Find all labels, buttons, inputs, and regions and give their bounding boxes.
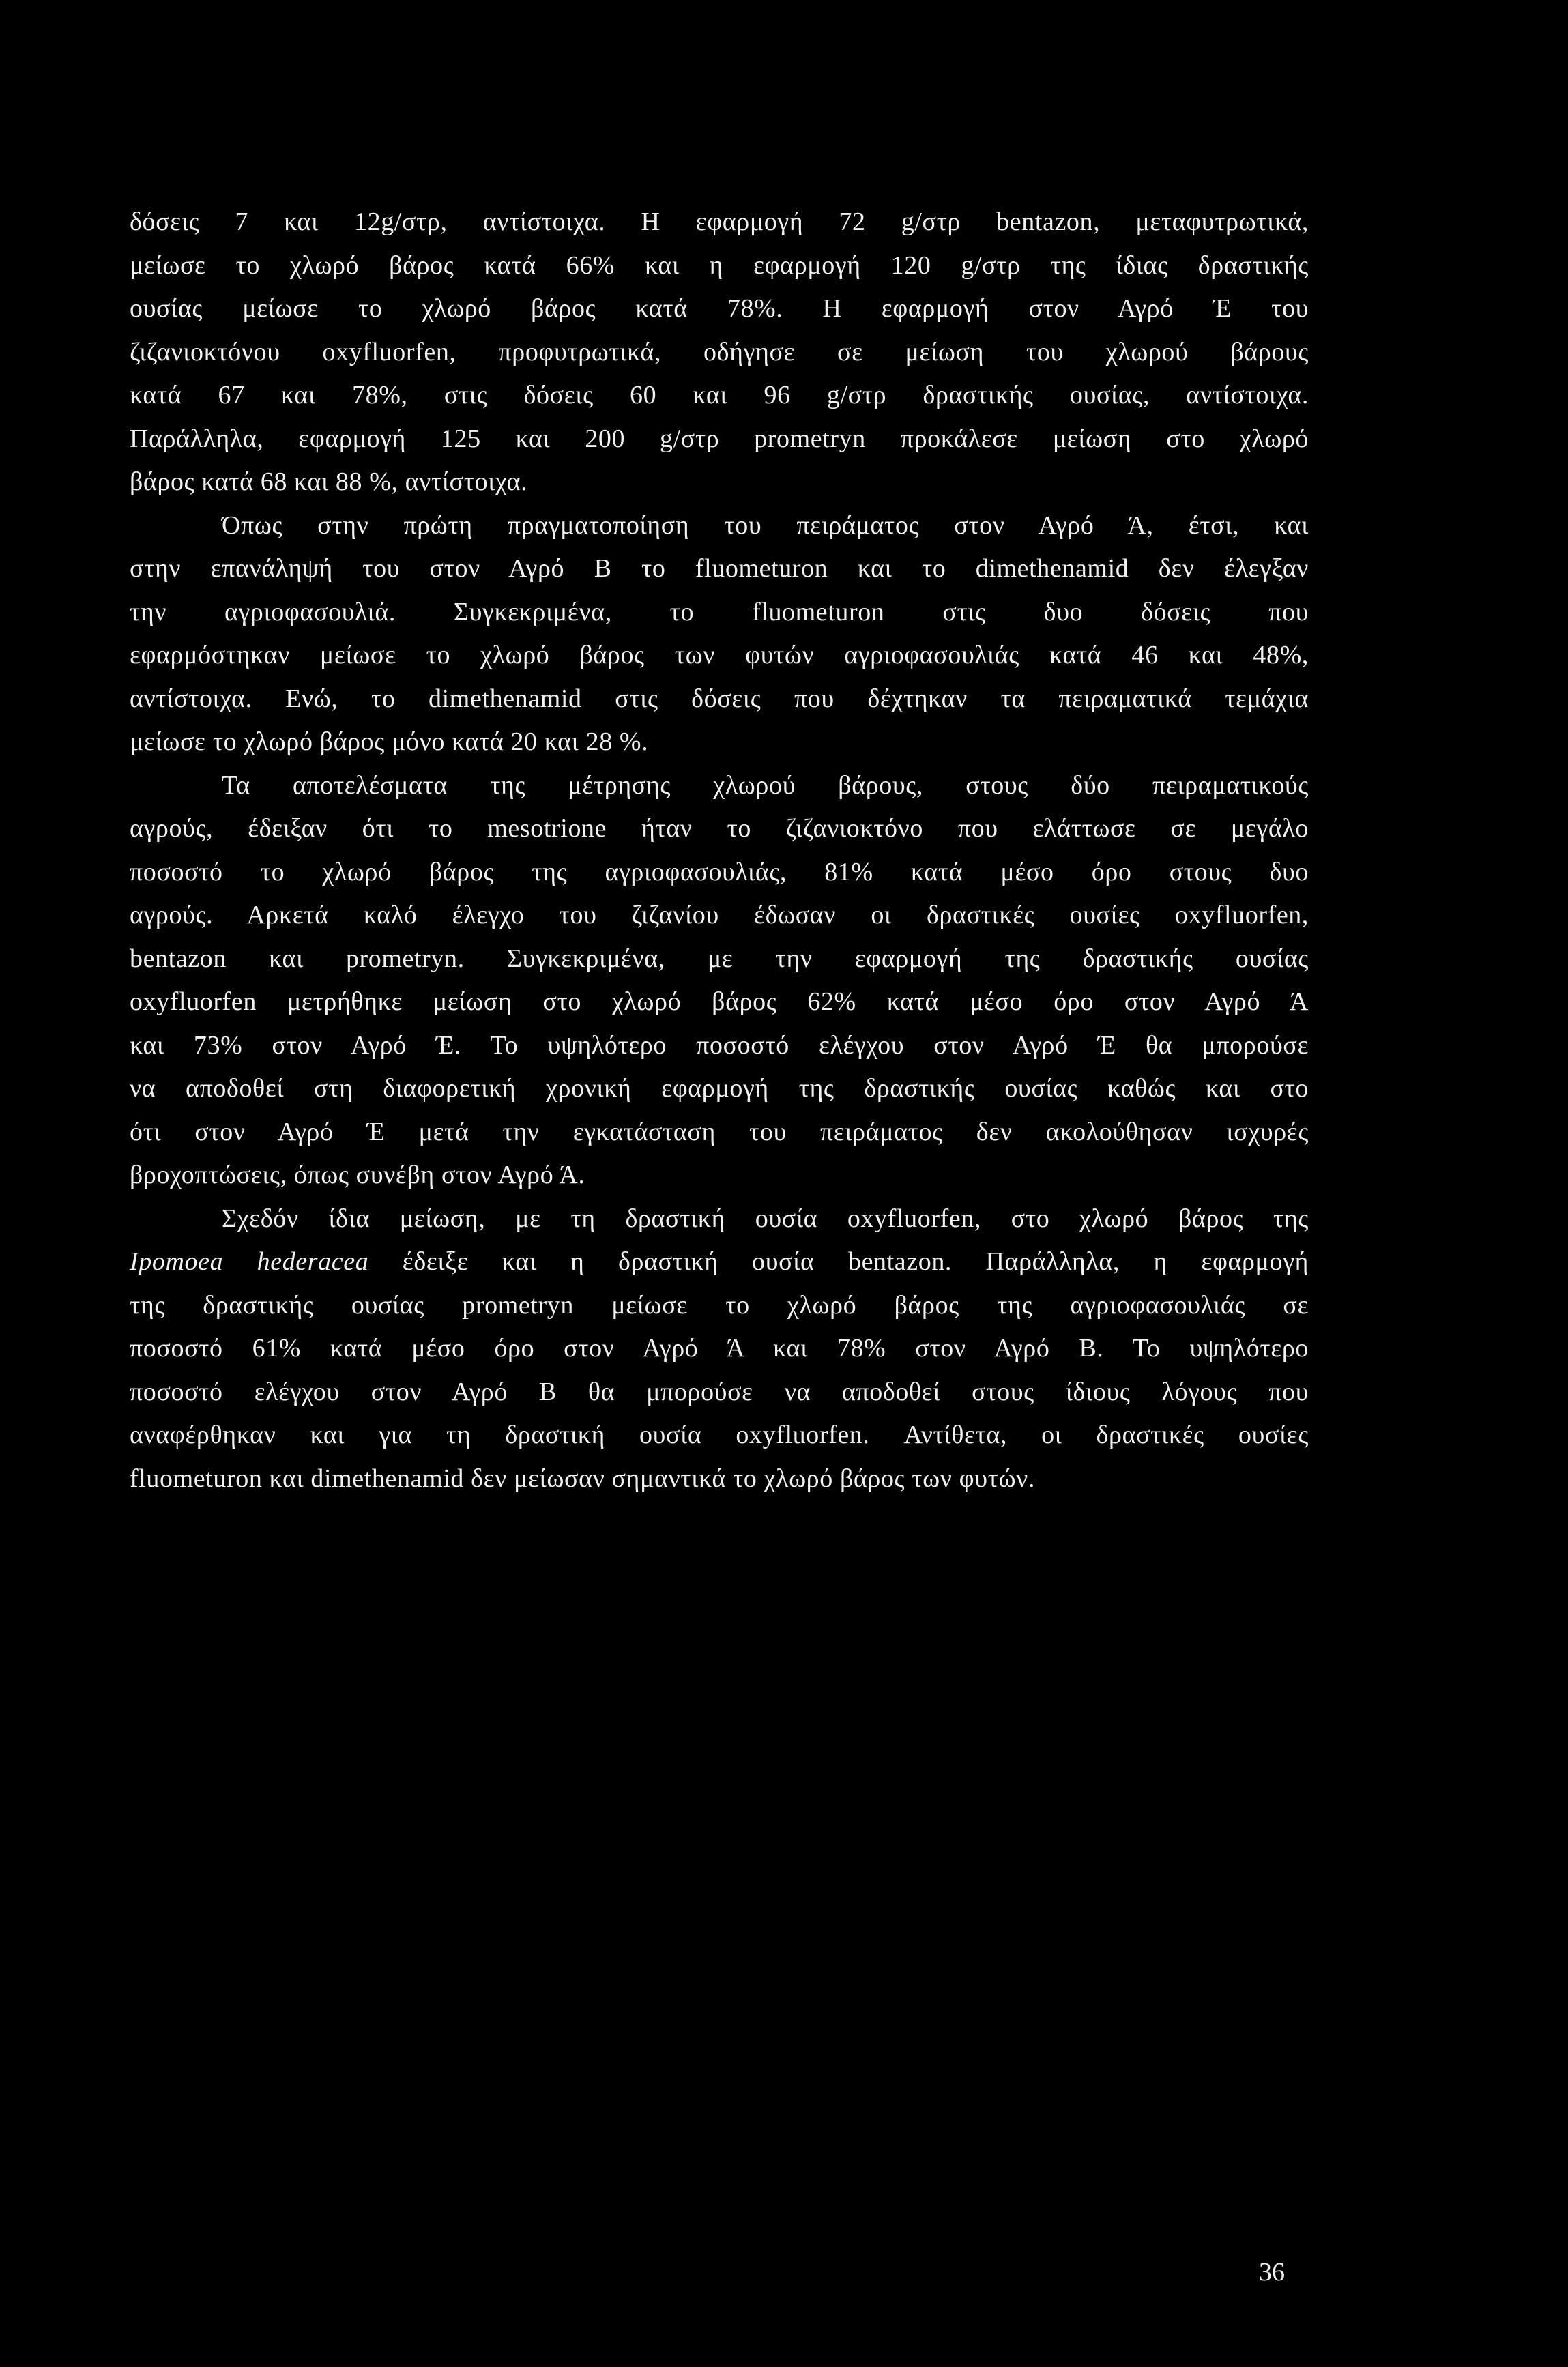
- text-line: Σχεδόν ίδια μείωση, με τη δραστική ουσία oxyfluorfen, στο χλωρό βάρος της: [222, 1204, 1309, 1233]
- text-line: Παράλληλα, εφαρμογή 125 και 200 g/στρ prometryn προκάλεσε μείωση στο χλωρό: [130, 424, 1309, 453]
- text-line: ποσοστό 61% κατά μέσο όρο στον Αγρό Ά και 78% στον Αγρό Β. Το υψηλότερο: [130, 1334, 1309, 1363]
- text-line: bentazon και prometryn. Συγκεκριμένα, με την εφαρμογή της δραστικής ουσίας: [130, 944, 1309, 973]
- species-name: Ipomoea hederacea: [130, 1247, 369, 1276]
- text-line: ουσίας μείωσε το χλωρό βάρος κατά 78%. Η εφαρμογή στον Αγρό Έ του: [130, 294, 1309, 323]
- text-line: αγρούς. Αρκετά καλό έλεγχο του ζιζανίου έδωσαν οι δραστικές ουσίες oxyfluorfen,: [130, 901, 1309, 929]
- text-line: στην επανάληψή του στον Αγρό Β το fluometuron και το dimethenamid δεν έλεγξαν: [130, 554, 1309, 583]
- page-number: 36: [1259, 2258, 1285, 2286]
- text-line: αναφέρθηκαν και για τη δραστική ουσία oxyfluorfen. Αντίθετα, οι δραστικές ουσίες: [130, 1421, 1309, 1449]
- text-line: να αποδοθεί στη διαφορετική χρονική εφαρμογή της δραστικής ουσίας καθώς και στο: [130, 1074, 1309, 1103]
- text-line: Τα αποτελέσματα της μέτρησης χλωρού βάρους, στους δύο πειραματικούς: [222, 771, 1309, 800]
- text-line: της δραστικής ουσίας prometryn μείωσε το χλωρό βάρος της αγριοφασουλιάς σε: [130, 1291, 1309, 1320]
- text-line: fluometuron και dimethenamid δεν μείωσαν σημαντικά το χλωρό βάρος των φυτών.: [130, 1464, 1035, 1493]
- text-line: βροχοπτώσεις, όπως συνέβη στον Αγρό Ά.: [130, 1161, 585, 1189]
- text-line: μείωσε το χλωρό βάρος κατά 66% και η εφαρμογή 120 g/στρ της ίδιας δραστικής: [130, 251, 1309, 280]
- text-line: oxyfluorfen μετρήθηκε μείωση στο χλωρό βάρος 62% κατά μέσο όρο στον Αγρό Ά: [130, 987, 1309, 1016]
- text-line: δόσεις 7 και 12g/στρ, αντίστοιχα. Η εφαρμογή 72 g/στρ bentazon, μεταφυτρωτικά,: [130, 207, 1309, 236]
- text-line: αγρούς, έδειξαν ότι το mesotrione ήταν το ζιζανιοκτόνο που ελάττωσε σε μεγάλο: [130, 814, 1309, 843]
- text-line: ποσοστό το χλωρό βάρος της αγριοφασουλιάς, 81% κατά μέσο όρο στους δυο: [130, 858, 1309, 886]
- text-line: κατά 67 και 78%, στις δόσεις 60 και 96 g/στρ δραστικής ουσίας, αντίστοιχα.: [130, 381, 1309, 409]
- text-line: την αγριοφασουλιά. Συγκεκριμένα, το fluometuron στις δυο δόσεις που: [130, 598, 1309, 626]
- text-line: ζιζανιοκτόνου oxyfluorfen, προφυτρωτικά, οδήγησε σε μείωση του χλωρού βάρους: [130, 338, 1309, 366]
- text-line: Όπως στην πρώτη πραγματοποίηση του πειράματος στον Αγρό Ά, έτσι, και: [222, 511, 1309, 540]
- text-line: εφαρμόστηκαν μείωσε το χλωρό βάρος των φυτών αγριοφασουλιάς κατά 46 και 48%,: [130, 641, 1309, 669]
- text-line: και 73% στον Αγρό Έ. Το υψηλότερο ποσοστό ελέγχου στον Αγρό Έ θα μπορούσε: [130, 1031, 1309, 1060]
- text-line: [130, 1247, 1309, 1277]
- text-line: μείωσε το χλωρό βάρος μόνο κατά 20 και 28 %.: [130, 727, 649, 756]
- text-line: βάρος κατά 68 και 88 %, αντίστοιχα.: [130, 467, 528, 496]
- text-line: αντίστοιχα. Ενώ, το dimethenamid στις δόσεις που δέχτηκαν τα πειραματικά τεμάχια: [130, 684, 1309, 713]
- line-text: έδειξε και η δραστική ουσία bentazon. Παράλληλα, η εφαρμογή: [368, 1247, 1309, 1276]
- text-line: ποσοστό ελέγχου στον Αγρό Β θα μπορούσε να αποδοθεί στους ίδιους λόγους που: [130, 1378, 1309, 1406]
- text-line: ότι στον Αγρό Έ μετά την εγκατάσταση του πειράματος δεν ακολούθησαν ισχυρές: [130, 1118, 1309, 1146]
